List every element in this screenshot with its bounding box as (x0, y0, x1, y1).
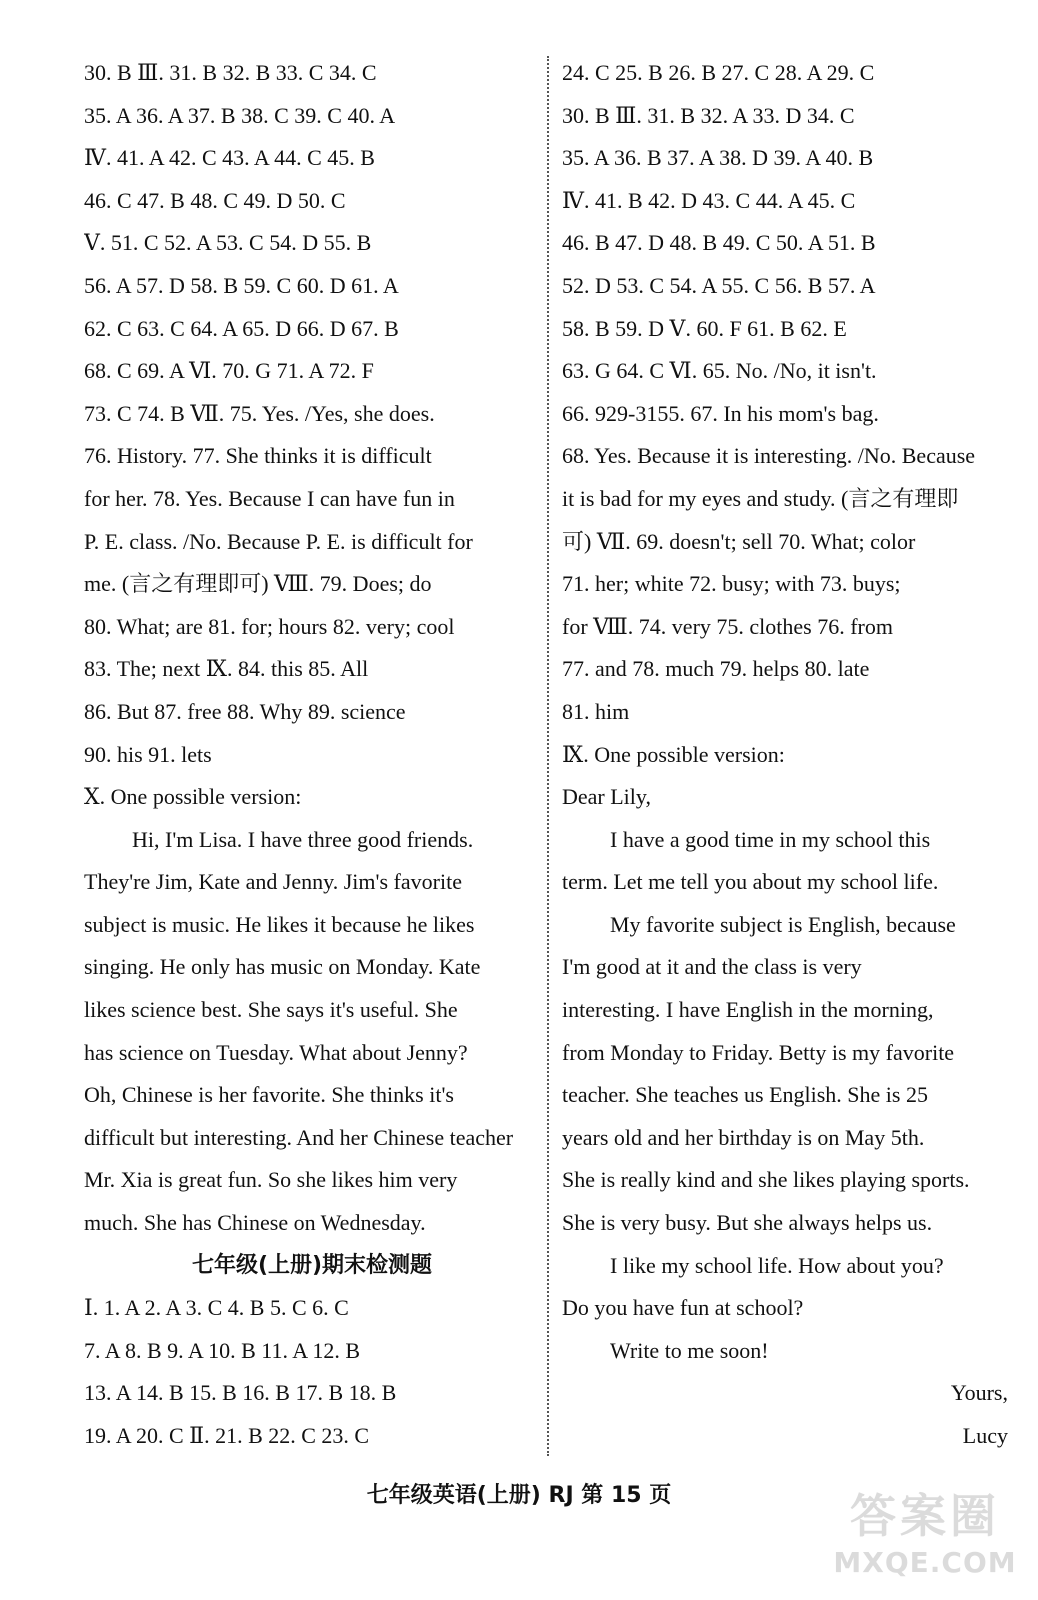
answer-line: 68. Yes. Because it is interesting. /No. Because (562, 443, 976, 469)
answer-line: 可) Ⅶ. 69. doesn't; sell 70. What; color (562, 528, 916, 554)
answer-line: Ⅳ. 41. B 42. D 43. C 44. A 45. C (562, 187, 856, 213)
answer-line: 90. his 91. lets (84, 741, 212, 767)
essay-line: singing. He only has music on Monday. Kate (84, 954, 481, 980)
answer-line: Ⅸ. One possible version: (562, 741, 785, 767)
answer-line: 77. and 78. much 79. helps 80. late (562, 656, 870, 682)
watermark-bottom-text: MXQE.COM (833, 1546, 1017, 1579)
letter-line: Write to me soon! (610, 1337, 769, 1363)
letter-line: years old and her birthday is on May 5th. (562, 1124, 925, 1150)
answer-line: 76. History. 77. She thinks it is difficult (84, 443, 432, 469)
letter-line: I'm good at it and the class is very (562, 954, 862, 980)
answer-line: Ⅴ. 51. C 52. A 53. C 54. D 55. B (84, 230, 372, 256)
column-divider (547, 56, 549, 1456)
essay-line: has science on Tuesday. What about Jenny? (84, 1039, 468, 1065)
answer-line: 86. But 87. free 88. Why 89. science (84, 698, 406, 724)
letter-signature: Lucy (962, 1423, 1008, 1448)
answer-line: 62. C 63. C 64. A 65. D 66. D 67. B (84, 315, 399, 341)
answer-line: 66. 929-3155. 67. In his mom's bag. (562, 400, 879, 426)
letter-line: She is very busy. But she always helps us. (562, 1210, 933, 1236)
answer-line: 35. A 36. B 37. A 38. D 39. A 40. B (562, 145, 874, 171)
answer-line: Ⅳ. 41. A 42. C 43. A 44. C 45. B (84, 145, 375, 171)
answer-line: 19. A 20. C Ⅱ. 21. B 22. C 23. C (84, 1423, 370, 1448)
answer-line: 81. him (562, 698, 630, 724)
letter-line: teacher. She teaches us English. She is 25 (562, 1082, 928, 1108)
answer-line: for Ⅷ. 74. very 75. clothes 76. from (562, 613, 893, 639)
answer-line: 30. B Ⅲ. 31. B 32. A 33. D 34. C (562, 102, 855, 128)
essay-line: subject is music. He likes it because he likes (84, 911, 475, 937)
answer-line: 80. What; are 81. for; hours 82. very; cool (84, 613, 455, 639)
essay-line: Mr. Xia is great fun. So she likes him very (84, 1167, 458, 1193)
answer-line: 35. A 36. A 37. B 38. C 39. C 40. A (84, 102, 396, 128)
letter-line: interesting. I have English in the morning, (562, 997, 934, 1023)
answer-line: 46. B 47. D 48. B 49. C 50. A 51. B (562, 230, 876, 256)
letter-line: I like my school life. How about you? (610, 1252, 944, 1278)
answer-line: me. (言之有理即可) Ⅷ. 79. Does; do (84, 571, 432, 597)
answer-line: 68. C 69. A Ⅵ. 70. G 71. A 72. F (84, 358, 374, 384)
letter-closing: Yours, (950, 1380, 1008, 1406)
right-answer-block (562, 52, 1014, 819)
answer-line: 13. A 14. B 15. B 16. B 17. B 18. B (84, 1380, 397, 1406)
left-column (84, 52, 540, 1458)
section-title: 七年级(上册)期末检测题 (191, 1252, 433, 1278)
final-exam-answers (84, 1287, 540, 1457)
answer-line: 63. G 64. C Ⅵ. 65. No. /No, it isn't. (562, 358, 877, 384)
answer-line: 58. B 59. D Ⅴ. 60. F 61. B 62. E (562, 315, 847, 341)
letter-line: term. Let me tell you about my school life. (562, 869, 939, 895)
letter-line: She is really kind and she likes playing sports. (562, 1167, 970, 1193)
answer-line: 24. C 25. B 26. B 27. C 28. A 29. C (562, 60, 875, 85)
essay-line: likes science best. She says it's useful. She (84, 997, 458, 1023)
answer-line: for her. 78. Yes. Because I can have fun in (84, 485, 455, 511)
page-footer: 七年级英语(上册) RJ 第 15 页 (366, 1483, 672, 1508)
letter-line: I have a good time in my school this (610, 826, 931, 852)
answer-line: P. E. class. /No. Because P. E. is difficult for (84, 528, 473, 554)
essay-line: They're Jim, Kate and Jenny. Jim's favorite (84, 869, 462, 895)
letter-body (562, 819, 1014, 1373)
answer-line: 56. A 57. D 58. B 59. C 60. D 61. A (84, 272, 399, 298)
answer-line: 30. B Ⅲ. 31. B 32. B 33. C 34. C (84, 60, 377, 85)
right-column (562, 52, 1014, 1458)
answer-line: 83. The; next Ⅸ. 84. this 85. All (84, 656, 369, 682)
left-essay (84, 819, 540, 1245)
answer-line: 71. her; white 72. busy; with 73. buys; (562, 571, 901, 597)
essay-line: much. She has Chinese on Wednesday. (84, 1210, 426, 1236)
answer-line: Ⅹ. One possible version: (84, 784, 302, 810)
answer-line: Ⅰ. 1. A 2. A 3. C 4. B 5. C 6. C (84, 1295, 349, 1321)
answer-line: 46. C 47. B 48. C 49. D 50. C (84, 187, 346, 213)
essay-line: difficult but interesting. And her Chinese teacher (84, 1124, 514, 1150)
answer-line: 7. A 8. B 9. A 10. B 11. A 12. B (84, 1337, 361, 1363)
answer-line: Dear Lily, (562, 784, 651, 810)
essay-line: Oh, Chinese is her favorite. She thinks it's (84, 1082, 454, 1108)
answer-line: it is bad for my eyes and study. (言之有理即 (562, 485, 959, 511)
answer-line: 73. C 74. B Ⅶ. 75. Yes. /Yes, she does. (84, 400, 435, 426)
essay-line: Hi, I'm Lisa. I have three good friends. (132, 826, 474, 852)
letter-line: Do you have fun at school? (562, 1295, 804, 1321)
watermark-logo (830, 1480, 1020, 1590)
watermark-top-text: 答案圈 (850, 1489, 1000, 1543)
letter-line: from Monday to Friday. Betty is my favorite (562, 1039, 955, 1065)
answer-line: 52. D 53. C 54. A 55. C 56. B 57. A (562, 272, 876, 298)
left-answer-block (84, 52, 540, 819)
letter-line: My favorite subject is English, because (610, 911, 956, 937)
